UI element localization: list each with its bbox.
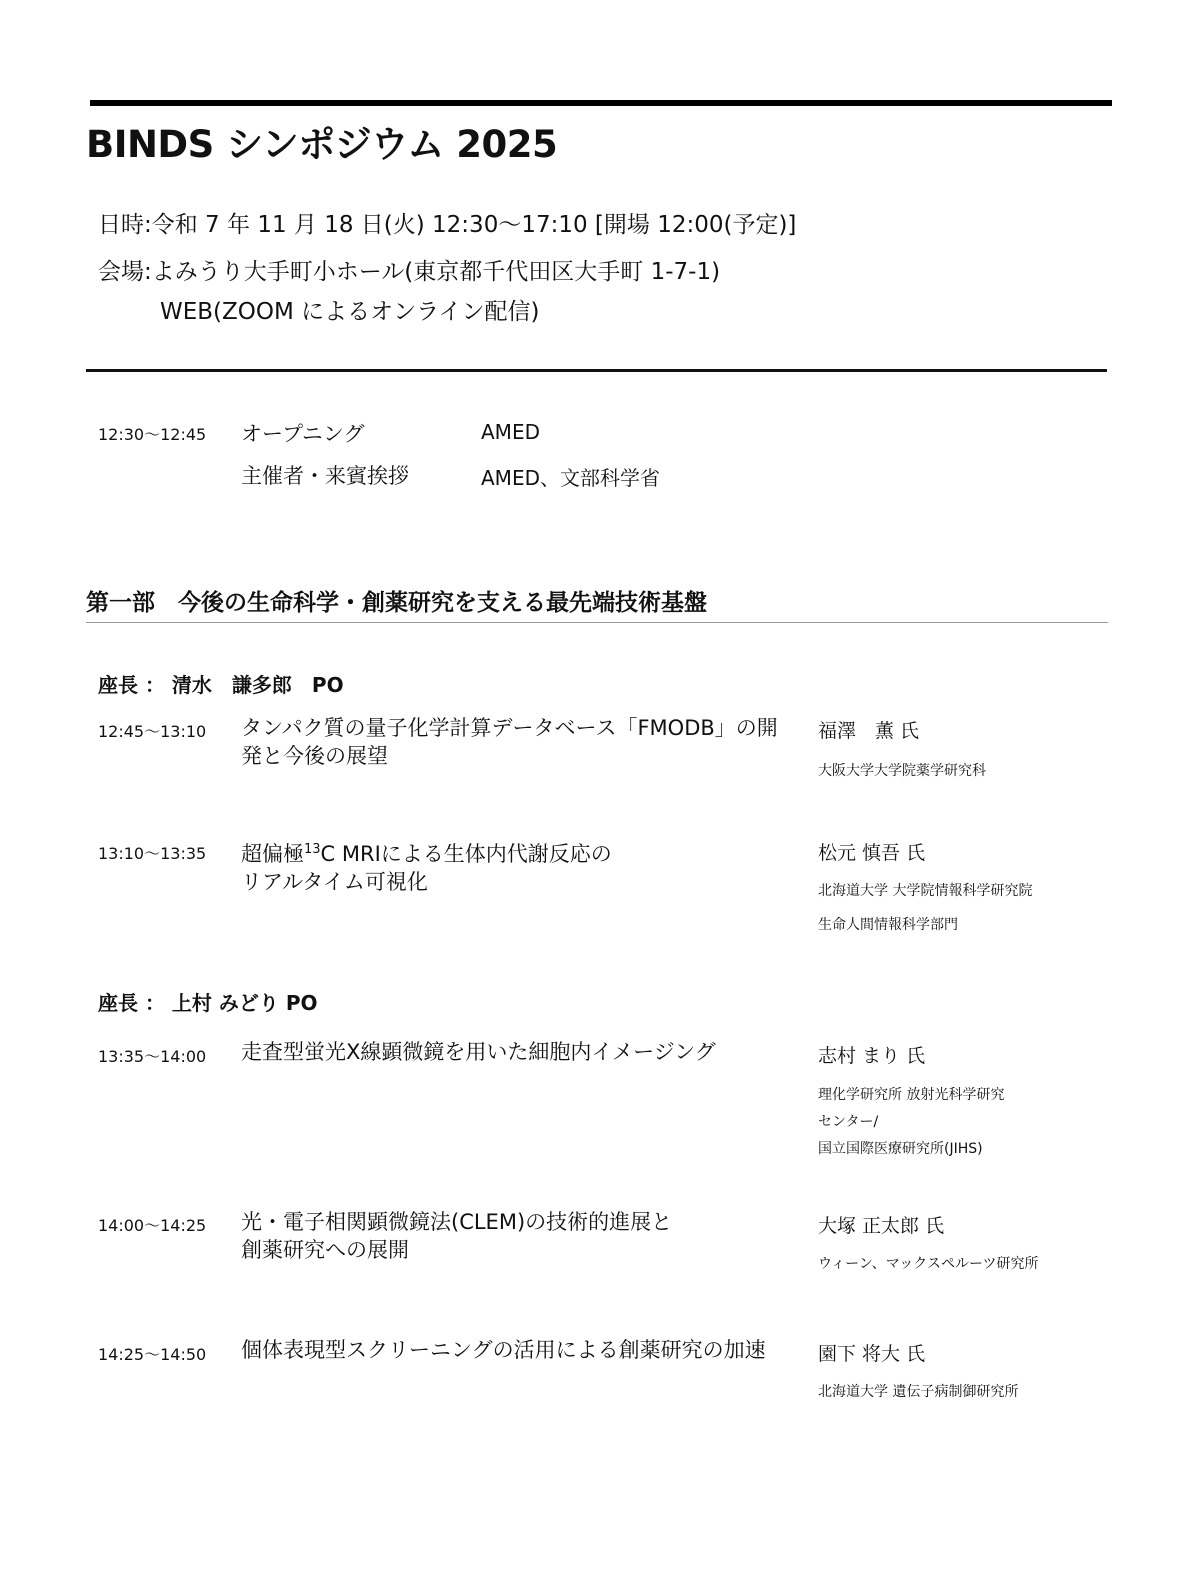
talk-time: 14:25〜14:50 <box>98 1345 207 1364</box>
speaker-affiliation: 国立国際医療研究所(JIHS) <box>818 1141 983 1157</box>
page-title: BINDS シンポジウム 2025 <box>86 123 558 166</box>
speaker-affiliation: 理化学研究所 放射光科学研究 <box>818 1087 1005 1103</box>
speaker-name: 松元 慎吾 氏 <box>818 842 926 864</box>
talk-title-part: 超偏極 <box>241 842 304 866</box>
talk-title: タンパク質の量子化学計算データベース「FMODB」の開発と今後の展望 <box>241 716 778 768</box>
header-divider <box>86 369 1107 372</box>
speaker-affiliation: 大阪大学大学院薬学研究科 <box>818 763 986 779</box>
speaker-affiliation: 北海道大学 大学院情報科学研究院 <box>818 883 1033 899</box>
talk-title: 走査型蛍光X線顕微鏡を用いた細胞内イメージング <box>241 1040 716 1064</box>
speaker-affiliation: 生命人間情報科学部門 <box>818 917 958 933</box>
talk-title-line1: 光・電子相関顕微鏡法(CLEM)の技術的進展と <box>241 1210 673 1234</box>
speaker-affiliation: センター/ <box>818 1114 879 1130</box>
section-divider <box>86 622 1108 623</box>
chair-1: 座長 ： 清水 謙多郎 PO <box>98 673 344 697</box>
talk-time: 13:35〜14:00 <box>98 1047 207 1066</box>
top-rule <box>90 100 1112 106</box>
talk-time: 13:10〜13:35 <box>98 844 207 863</box>
event-web: WEB(ZOOM によるオンライン配信) <box>160 299 540 325</box>
speaker-affiliation: 北海道大学 遺伝子病制御研究所 <box>818 1384 1019 1400</box>
talk-title <box>241 836 791 896</box>
talk-time: 14:00〜14:25 <box>98 1216 207 1235</box>
talk-title-line2: 創薬研究への展開 <box>241 1238 409 1262</box>
talk-title-part: C MRIによる生体内代謝反応の <box>320 842 612 866</box>
speaker-name: 園下 将大 氏 <box>818 1343 926 1365</box>
event-venue: 会場:よみうり大手町小ホール(東京都千代田区大手町 1-7-1) <box>98 259 721 285</box>
speaker-name: 志村 まり 氏 <box>818 1045 926 1067</box>
talk-title-line2: リアルタイム可視化 <box>241 870 428 894</box>
opening-label: オープニング <box>241 422 365 446</box>
chair-2: 座長 ： 上村 みどり PO <box>98 991 318 1015</box>
event-date: 日時:令和 7 年 11 月 18 日(火) 12:30〜17:10 [開場 12:00(予定)] <box>98 212 797 238</box>
speaker-affiliation: ウィーン、マックスペルーツ研究所 <box>818 1256 1039 1272</box>
opening-time: 12:30〜12:45 <box>98 425 207 444</box>
greeting-label: 主催者・来賓挨拶 <box>241 464 409 488</box>
isotope-superscript: 13 <box>304 842 321 857</box>
section-title: 第一部 今後の生命科学・創薬研究を支える最先端技術基盤 <box>86 590 707 616</box>
talk-time: 12:45〜13:10 <box>98 722 207 741</box>
greeting-org: AMED、文部科学省 <box>481 466 660 490</box>
speaker-name: 大塚 正太郎 氏 <box>818 1215 945 1237</box>
opening-org: AMED <box>481 420 540 444</box>
talk-title <box>241 1208 791 1264</box>
talk-title: 個体表現型スクリーニングの活用による創薬研究の加速 <box>241 1338 766 1362</box>
speaker-name: 福澤 薫 氏 <box>818 720 920 742</box>
